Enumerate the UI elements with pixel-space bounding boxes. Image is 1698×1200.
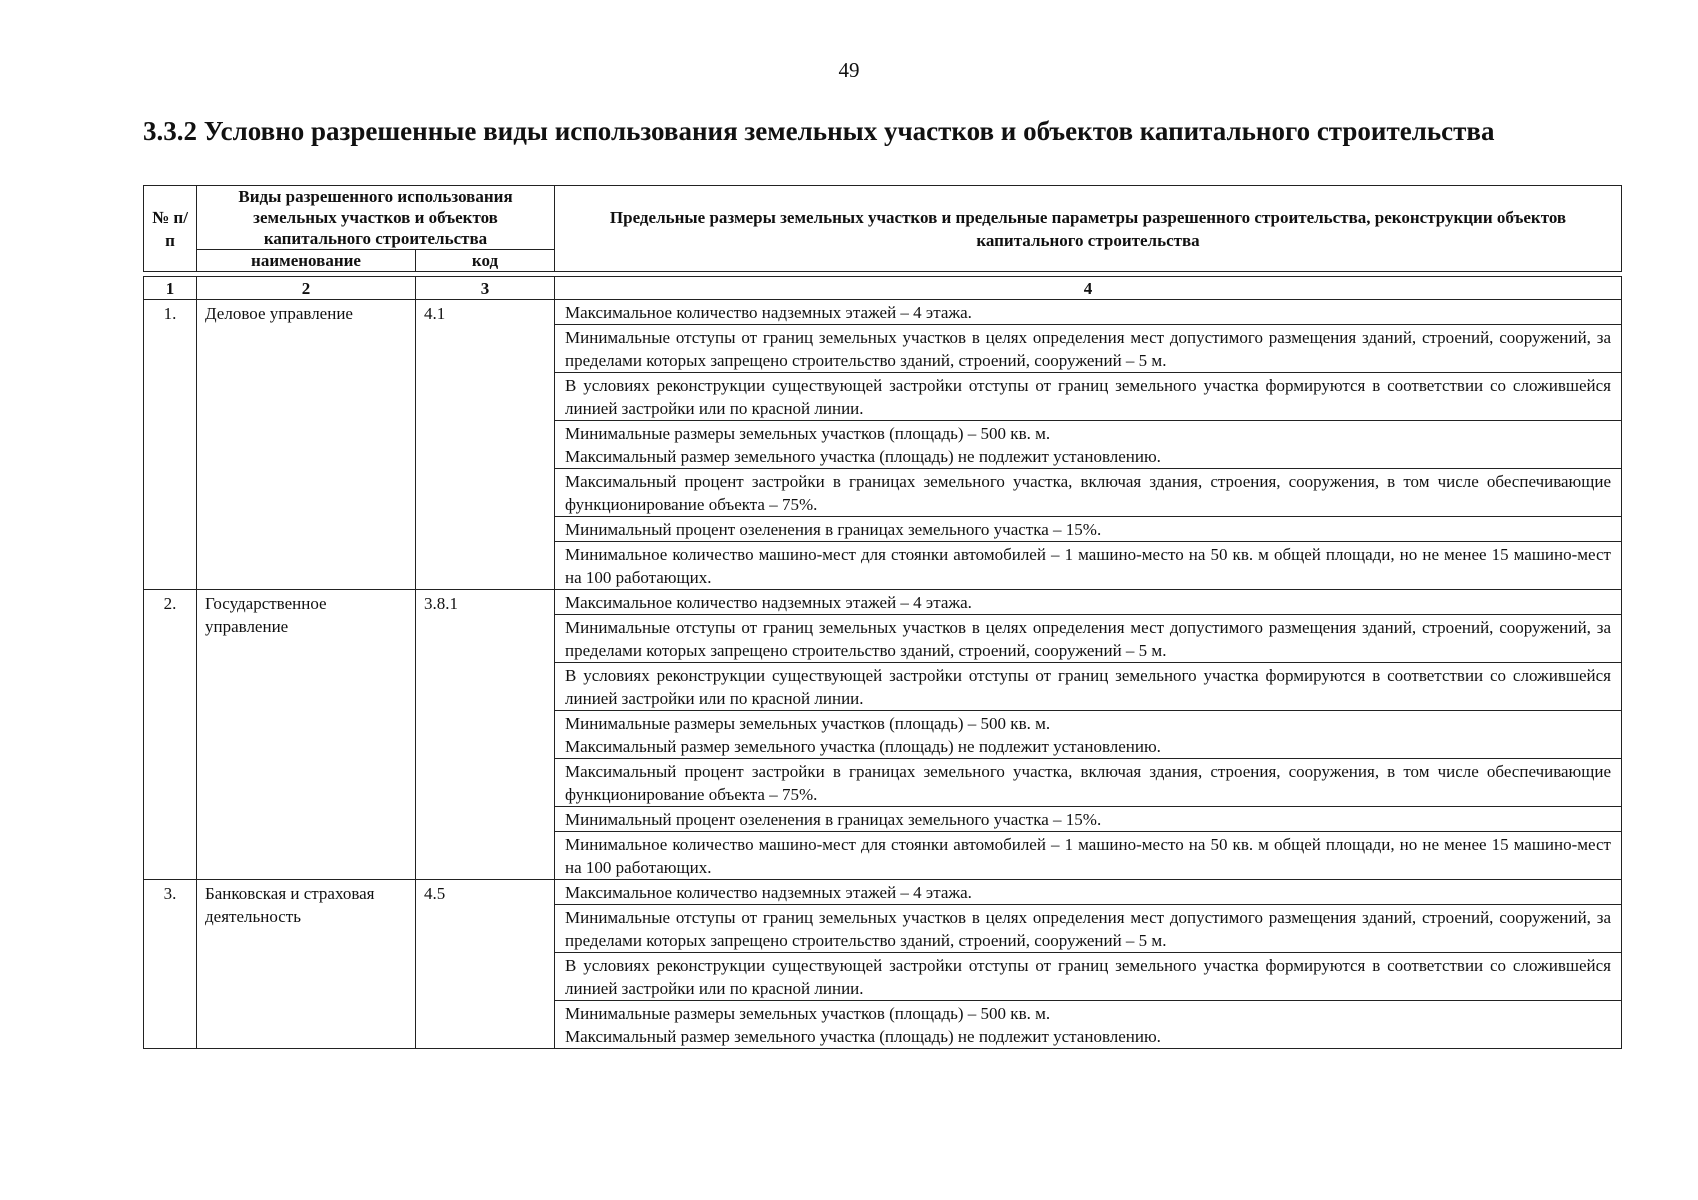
- column-number: 4: [555, 277, 1622, 300]
- parameter-cell: Минимальные отступы от границ земельных участков в целях определения мест допустимого размещения зданий, строений, сооружений, за пределами которых запрещено строительство зданий, строений, сооружений – 5 м.: [555, 325, 1622, 373]
- usage-code: 4.5: [416, 880, 555, 1049]
- parameter-cell: Максимальное количество надземных этажей – 4 этажа.: [555, 880, 1622, 905]
- section-title: 3.3.2 Условно разрешенные виды использования земельных участков и объектов капитального строительства: [143, 116, 1495, 146]
- usage-name: Деловое управление: [197, 300, 416, 590]
- table-row: [144, 880, 1622, 905]
- usage-name: Государственное управление: [197, 590, 416, 880]
- header-code: код: [416, 250, 555, 272]
- usage-code: 4.1: [416, 300, 555, 590]
- regulations-table: [143, 185, 1622, 1049]
- column-number-row: [144, 277, 1622, 300]
- page-number: 49: [838, 58, 860, 82]
- parameter-cell: Минимальное количество машино-мест для стоянки автомобилей – 1 машино-место на 50 кв. м общей площади, но не менее 15 машино-мест на 100 работающих.: [555, 542, 1622, 590]
- parameter-cell: Максимальное количество надземных этажей – 4 этажа.: [555, 300, 1622, 325]
- column-number: 3: [416, 277, 555, 300]
- table-row: [144, 300, 1622, 325]
- parameter-cell: В условиях реконструкции существующей застройки отступы от границ земельного участка формируются в соответствии со сложившейся линией застройки или по красной линии.: [555, 663, 1622, 711]
- parameter-cell: Минимальный процент озеленения в границах земельного участка – 15%.: [555, 517, 1622, 542]
- parameter-cell: Минимальные размеры земельных участков (площадь) – 500 кв. м. Максимальный размер земельного участка (площадь) не подлежит установлению.: [555, 711, 1622, 759]
- parameter-cell: Максимальный процент застройки в границах земельного участка, включая здания, строения, сооружения, в том числе обеспечивающие функционирование объекта – 75%.: [555, 469, 1622, 517]
- parameter-cell: Максимальное количество надземных этажей – 4 этажа.: [555, 590, 1622, 615]
- parameter-cell: Минимальные отступы от границ земельных участков в целях определения мест допустимого размещения зданий, строений, сооружений, за пределами которых запрещено строительство зданий, строений, сооружений – 5 м.: [555, 615, 1622, 663]
- parameter-cell: Минимальное количество машино-мест для стоянки автомобилей – 1 машино-место на 50 кв. м общей площади, но не менее 15 машино-мест на 100 работающих.: [555, 832, 1622, 880]
- table-body: [144, 300, 1622, 1049]
- header-name: наименование: [197, 250, 416, 272]
- parameter-cell: Минимальные отступы от границ земельных участков в целях определения мест допустимого размещения зданий, строений, сооружений, за пределами которых запрещено строительство зданий, строений, сооружений – 5 м.: [555, 905, 1622, 953]
- header-num: № п/п: [144, 186, 197, 272]
- row-number: 1.: [144, 300, 197, 590]
- usage-code: 3.8.1: [416, 590, 555, 880]
- table-row: [144, 590, 1622, 615]
- usage-name: Банковская и страховая деятельность: [197, 880, 416, 1049]
- table-header: [144, 186, 1622, 300]
- parameter-cell: Минимальные размеры земельных участков (площадь) – 500 кв. м. Максимальный размер земельного участка (площадь) не подлежит установлению.: [555, 1001, 1622, 1049]
- parameter-cell: Минимальный процент озеленения в границах земельного участка – 15%.: [555, 807, 1622, 832]
- row-number: 3.: [144, 880, 197, 1049]
- parameter-cell: В условиях реконструкции существующей застройки отступы от границ земельного участка формируются в соответствии со сложившейся линией застройки или по красной линии.: [555, 953, 1622, 1001]
- parameter-cell: В условиях реконструкции существующей застройки отступы от границ земельного участка формируются в соответствии со сложившейся линией застройки или по красной линии.: [555, 373, 1622, 421]
- column-number: 1: [144, 277, 197, 300]
- header-usage-types: Виды разрешенного использования земельных участков и объектов капитального строительства: [197, 186, 555, 250]
- parameter-cell: Минимальные размеры земельных участков (площадь) – 500 кв. м. Максимальный размер земельного участка (площадь) не подлежит установлению.: [555, 421, 1622, 469]
- parameter-cell: Максимальный процент застройки в границах земельного участка, включая здания, строения, сооружения, в том числе обеспечивающие функционирование объекта – 75%.: [555, 759, 1622, 807]
- column-number: 2: [197, 277, 416, 300]
- row-number: 2.: [144, 590, 197, 880]
- header-parameters: Предельные размеры земельных участков и предельные параметры разрешенного строительства, реконструкции объектов капитального строительства: [555, 186, 1622, 272]
